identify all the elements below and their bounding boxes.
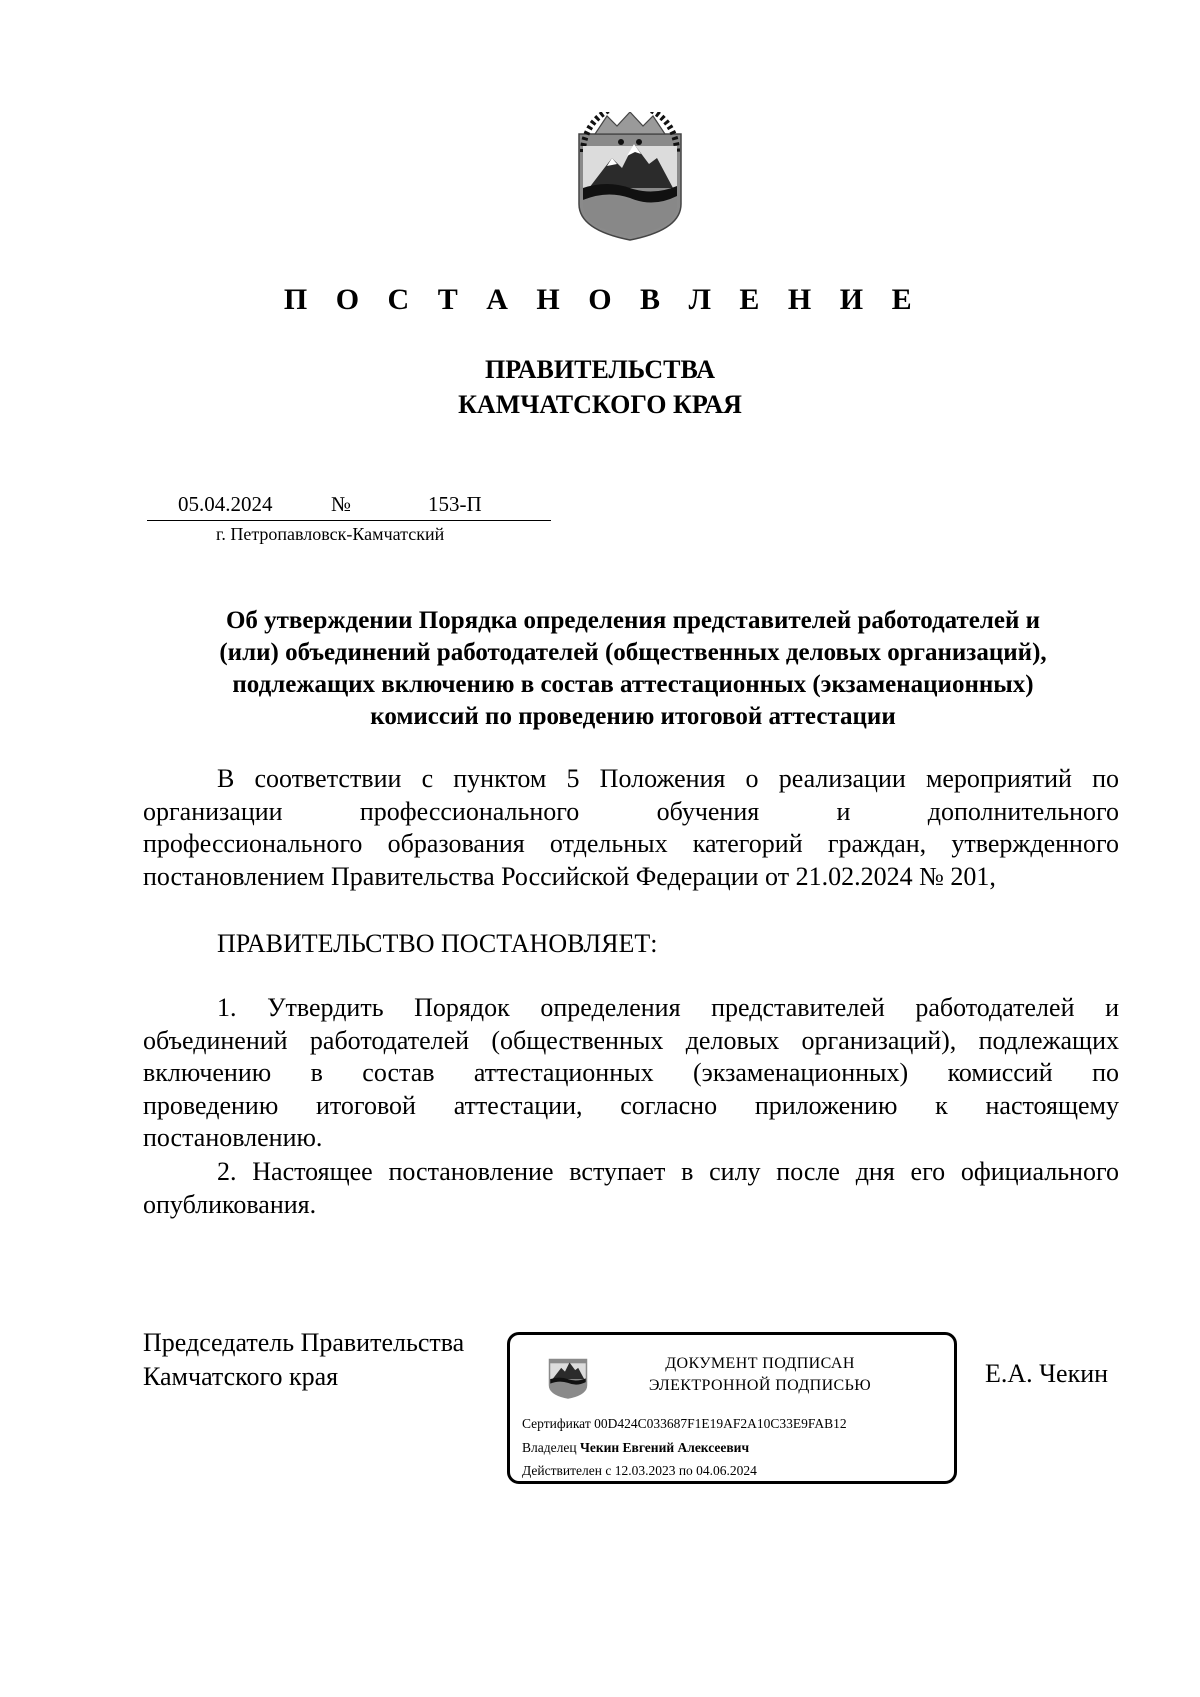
document-number: 153-П	[428, 492, 482, 516]
certificate-label: Сертификат	[522, 1416, 591, 1431]
text-line: опубликования.	[143, 1189, 317, 1219]
validity-label: Действителен	[522, 1463, 602, 1478]
stamp-header-line-1: ДОКУМЕНТ ПОДПИСАН	[665, 1355, 855, 1372]
validity-line	[522, 1463, 757, 1479]
owner-value: Чекин Евгений Алексеевич	[579, 1440, 750, 1455]
document-date: 05.04.2024	[178, 492, 273, 516]
preamble-paragraph	[143, 763, 1119, 893]
text-line: проведению итоговой аттестации, согласно приложению к настоящему	[143, 1090, 1119, 1120]
subject-line: подлежащих включению в состав аттестационных (экзаменационных)	[232, 671, 1034, 698]
text-line: объединений работодателей (общественных деловых организаций), подлежащих	[143, 1025, 1119, 1055]
text-line: постановлением Правительства Российской Федерации от 21.02.2024 № 201,	[143, 861, 996, 891]
text-line: постановлению.	[143, 1123, 323, 1152]
validity-from-word: с	[605, 1463, 612, 1478]
coat-of-arms-small-icon	[548, 1349, 588, 1401]
authority-line-2: КАМЧАТСКОГО КРАЯ	[458, 390, 742, 419]
document-type-title: П О С Т А Н О В Л Е Н И Е	[283, 283, 923, 316]
position-line-1: Председатель Правительства	[143, 1328, 465, 1357]
text-line: организации профессионального обучения и дополнительного	[143, 796, 1119, 826]
electronic-signature-stamp	[507, 1332, 957, 1484]
stamp-header	[600, 1353, 920, 1397]
position-line-2: Камчатского края	[143, 1362, 339, 1391]
text-line: В соответствии с пунктом 5 Положения о реализации мероприятий по	[217, 764, 1119, 793]
kamchatka-coat-of-arms-icon	[577, 112, 683, 242]
text-line: включению в состав аттестационных (экзаменационных) комиссий по	[143, 1058, 1119, 1087]
validity-to-date: 04.06.2024	[696, 1463, 757, 1478]
place-of-issue: г. Петропавловск-Камчатский	[216, 524, 445, 544]
item-2-paragraph	[143, 1156, 1119, 1221]
validity-from-date: 12.03.2023	[614, 1463, 676, 1478]
issuing-authority	[0, 352, 1200, 422]
owner-line	[522, 1440, 749, 1456]
certificate-value: 00D424C033687F1E19AF2A10C33E9FAB12	[594, 1416, 847, 1431]
text-line: 1. Утвердить Порядок определения представителей работодателей и	[217, 993, 1119, 1022]
number-sign: №	[331, 492, 352, 516]
document-subject	[145, 605, 1121, 733]
subject-line: Об утверждении Порядка определения представителей работодателей и	[225, 607, 1041, 634]
certificate-line	[522, 1416, 847, 1432]
text-line: 2. Настоящее постановление вступает в силу после дня его официального	[217, 1157, 1119, 1186]
validity-to-word: по	[678, 1463, 693, 1478]
item-1-paragraph	[143, 992, 1119, 1155]
subject-line: комиссий по проведению итоговой аттестации	[370, 703, 896, 730]
date-number-line	[147, 492, 551, 521]
text-line: профессионального образования отдельных категорий граждан, утвержденного	[143, 829, 1119, 858]
signatory-name: Е.А. Чекин	[985, 1359, 1109, 1388]
signatory-position	[143, 1326, 464, 1394]
authority-line-1: ПРАВИТЕЛЬСТВА	[485, 355, 715, 384]
resolves-heading: ПРАВИТЕЛЬСТВО ПОСТАНОВЛЯЕТ:	[217, 929, 658, 958]
stamp-header-line-2: ЭЛЕКТРОННОЙ ПОДПИСЬЮ	[648, 1377, 872, 1394]
subject-line: (или) объединений работодателей (общественных деловых организаций),	[219, 639, 1047, 666]
owner-label: Владелец	[522, 1440, 577, 1455]
